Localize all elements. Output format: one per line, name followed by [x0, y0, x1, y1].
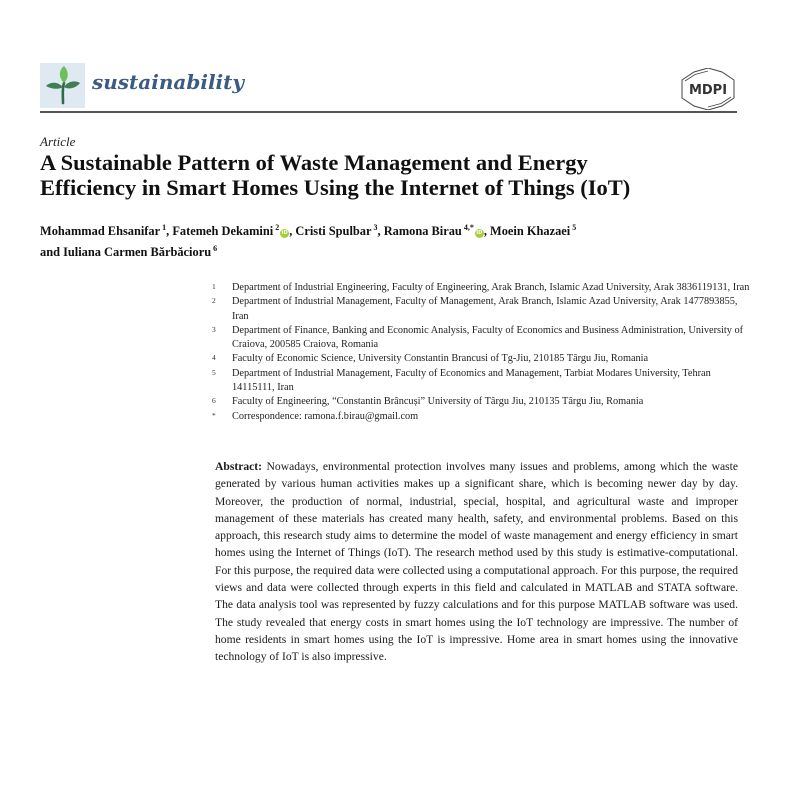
- abstract: [215, 458, 738, 666]
- affiliation-text: Faculty of Economic Science, University Constantin Brancusi of Tg-Jiu, 210185 Târgu Jiu, Romania: [232, 353, 649, 365]
- journal-name: sustainability: [92, 70, 244, 94]
- author-affil-marker: 1: [162, 223, 167, 232]
- article-title: [40, 150, 760, 200]
- author-line-1: Mohammad Ehsanifar $^1$, Fatemeh Dekamini $^2$iD , Cristi Spulbar $^3$, Ramona Birau $^{4,*}$iD , Moein Khazaei $^5$: [40, 223, 577, 238]
- author-affil-marker: 5: [572, 223, 577, 232]
- author-affil-marker: 3: [373, 223, 378, 232]
- affiliation-number: 6: [212, 396, 216, 406]
- title-line-2: Efficiency in Smart Homes Using the Internet of Things (IoT): [40, 175, 631, 200]
- affiliation-number: 5: [212, 367, 216, 377]
- affiliation-text: Faculty of Engineering, “Constantin Brâncuși” University of Târgu Jiu, 210135 Târgu Jiu, Romania: [232, 396, 644, 408]
- abstract-label: Abstract:: [215, 460, 263, 473]
- mdpi-hexagon-icon: [680, 68, 736, 110]
- title-line-1: A Sustainable Pattern of Waste Management and Energy: [40, 150, 588, 175]
- affiliation-item: [212, 295, 752, 324]
- affiliation-text: Department of Industrial Management, Faculty of Economics and Management, Tarbiat Modares University, Tehran 14115111, Iran: [232, 367, 711, 394]
- affiliation-item: [212, 281, 752, 295]
- affiliation-item: [212, 324, 752, 353]
- affiliation-number: 1: [212, 282, 216, 291]
- author-name: Ramona Birau: [383, 224, 462, 238]
- author-name: Moein Khazaei: [490, 224, 571, 238]
- affiliation-item: [212, 395, 752, 409]
- abstract-text: Nowadays, environmental protection involves many issues and problems, among which the waste generated by various human activities makes up a significant share, which is becoming newer day by day. Moreover, the production of normal, industrial, special, hospital, and agricultural waste and improper management of these materials has created many health, safety, and environmental problems. Based on this approach, this research study aims to determine the model of waste management and energy efficiency in smart homes using the Internet of Things (IoT). The research method used by this study is estimative-computational. For this purpose, the required data were collected using a computational approach. For this purpose, the required views and data were collected through experts in this field and calculated in MATLAB and STATA software. The data analysis tool was represented by fuzzy calculations and for this purpose MATLAB software was used. The study revealed that energy costs in smart homes using the IoT technology are impressive. The number of home residents in smart homes using the IoT is impressive. Home area in smart homes using the innovative technology of IoT is also impressive.: [215, 460, 738, 664]
- affiliation-number: 2: [212, 296, 216, 306]
- correspondence-marker: *: [212, 410, 216, 420]
- author-list: [40, 219, 760, 261]
- affiliation-text: Department of Industrial Engineering, Faculty of Engineering, Arak Branch, Islamic Azad University, Arak 3836119131, Iran: [232, 282, 750, 293]
- orcid-icon[interactable]: iD: [281, 230, 288, 236]
- correspondence-item: [212, 410, 752, 424]
- affiliation-text: Department of Industrial Management, Faculty of Management, Arak Branch, Islamic Azad University, Arak 1477893855, Iran: [232, 296, 738, 322]
- author-line-2: [40, 240, 760, 261]
- affiliations: [212, 281, 752, 424]
- affiliation-item: [212, 367, 752, 396]
- affiliation-item: [212, 352, 752, 366]
- article-type: Article: [40, 134, 76, 149]
- author-name: and Iuliana Carmen Bărbăcioru: [40, 245, 212, 259]
- affiliation-number: 4: [212, 353, 216, 363]
- plant-sprout-icon: [40, 63, 85, 108]
- affiliation-number: 3: [212, 324, 216, 334]
- author-affil-marker: 4,*: [463, 223, 474, 232]
- publisher-logo: [680, 68, 736, 110]
- correspondence-text[interactable]: Correspondence: ramona.f.birau@gmail.com: [232, 410, 419, 422]
- author-affil-marker: 6: [213, 244, 218, 253]
- author-name: Fatemeh Dekamini: [172, 224, 274, 238]
- orcid-icon[interactable]: iD: [476, 230, 483, 236]
- header-rule: [40, 111, 737, 113]
- author-affil-marker: 2: [275, 223, 280, 232]
- affiliation-text: Department of Finance, Banking and Economic Analysis, Faculty of Economics and Business Administration, University of Craiova, 200585 Craiova, Romania: [232, 324, 744, 351]
- journal-logo: [40, 63, 85, 108]
- author-name: Cristi Spulbar: [295, 224, 372, 238]
- publisher-name: MDPI: [688, 83, 728, 98]
- author-name: Mohammad Ehsanifar: [40, 224, 161, 238]
